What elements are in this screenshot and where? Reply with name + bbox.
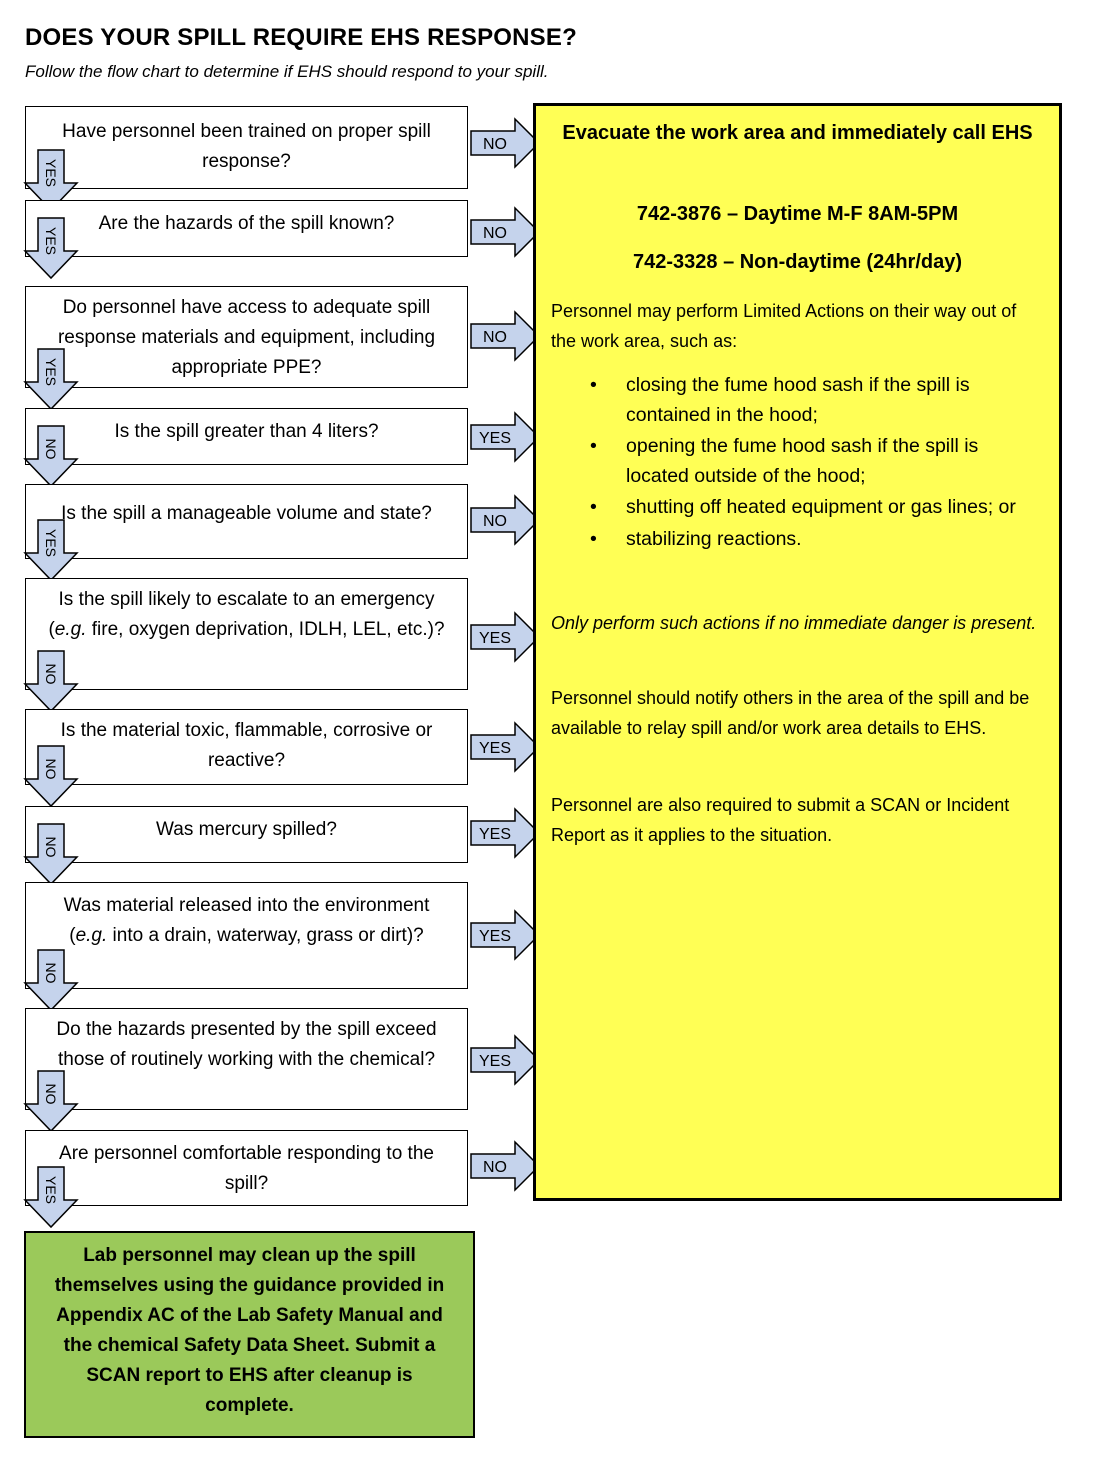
- down-arrow-label: NO: [43, 663, 59, 685]
- right-arrow-icon: [470, 722, 542, 772]
- down-arrow-icon: [24, 519, 78, 581]
- right-arrow-icon: [470, 495, 542, 545]
- right-arrow-label: YES: [478, 740, 512, 757]
- question-text: Is the spill greater than 4 liters?: [114, 421, 379, 442]
- right-arrow-icon: [470, 1035, 542, 1085]
- question-text: Are personnel comfortable responding to the spill?: [59, 1143, 434, 1194]
- question-box: [25, 286, 468, 388]
- right-arrow-label: NO: [483, 225, 507, 242]
- down-arrow-label: YES: [43, 158, 59, 188]
- list-item: • closing the fume hood sash if the spill is contained in the hood;: [556, 371, 1046, 430]
- ehs-heading: Evacuate the work area and immediately call EHS: [562, 122, 1033, 144]
- right-arrow-icon: [470, 1141, 542, 1191]
- down-arrow-label: NO: [43, 962, 59, 984]
- question-text: Was mercury spilled?: [156, 819, 337, 840]
- right-arrow-label: YES: [478, 826, 512, 843]
- right-arrow-label: YES: [478, 630, 512, 647]
- list-item: • stabilizing reactions.: [556, 525, 1046, 555]
- down-arrow-icon: [24, 823, 78, 885]
- question-text: Was material released into the environment (e.g. into a drain, waterway, grass or dirt)?: [63, 895, 430, 946]
- down-arrow-label: NO: [43, 1083, 59, 1105]
- question-text: Do personnel have access to adequate spill response materials and equipment, including appropriate PPE?: [57, 297, 436, 378]
- right-arrow-label: YES: [478, 928, 512, 945]
- down-arrow-icon: [24, 949, 78, 1011]
- question-box: [25, 484, 468, 559]
- question-text: Is the material toxic, flammable, corrosive or reactive?: [60, 720, 433, 771]
- right-arrow-label: YES: [478, 1053, 512, 1070]
- question-box: [25, 408, 468, 465]
- ehs-phone-non-daytime: 742-3328 – Non-daytime (24hr/day): [632, 251, 963, 273]
- right-arrow-label: YES: [478, 430, 512, 447]
- question-text: Is the spill likely to escalate to an emergency (e.g. fire, oxygen deprivation, IDLH, LEL, etc.)?: [48, 589, 445, 640]
- right-arrow-icon: [470, 910, 542, 960]
- right-arrow-label: NO: [483, 1159, 507, 1176]
- list-item: • shutting off heated equipment or gas lines; or: [556, 493, 1046, 523]
- right-arrow-label: NO: [483, 513, 507, 530]
- page-title: DOES YOUR SPILL REQUIRE EHS RESPONSE?: [25, 24, 577, 51]
- right-arrow-label: NO: [483, 329, 507, 346]
- question-text: Do the hazards presented by the spill exceed those of routinely working with the chemical?: [56, 1019, 437, 1070]
- limited-actions-list: [556, 371, 1046, 556]
- down-arrow-label: YES: [43, 226, 59, 256]
- right-arrow-icon: [470, 808, 542, 858]
- question-text: Is the spill a manageable volume and state?: [61, 503, 432, 524]
- self-cleanup-box: Lab personnel may clean up the spill themselves using the guidance provided in Appendix AC of the Lab Safety Manual and the chemical Safety Data Sheet. Submit a SCAN report to EHS after cleanup is complete.: [24, 1231, 475, 1438]
- down-arrow-label: NO: [43, 758, 59, 780]
- bullet-icon: •: [590, 527, 597, 550]
- down-arrow-icon: [24, 217, 78, 279]
- down-arrow-icon: [24, 1166, 78, 1228]
- down-arrow-label: YES: [43, 357, 59, 387]
- question-box: [25, 106, 468, 189]
- list-item: • opening the fume hood sash if the spill is located outside of the hood;: [556, 432, 1046, 491]
- question-box: [25, 1008, 468, 1110]
- down-arrow-label: YES: [43, 1175, 59, 1205]
- right-arrow-icon: [470, 311, 542, 361]
- right-arrow-icon: [470, 207, 542, 257]
- down-arrow-label: NO: [43, 836, 59, 858]
- question-box: [25, 806, 468, 863]
- down-arrow-icon: [24, 425, 78, 487]
- report-text: Personnel are also required to submit a SCAN or Incident Report as it applies to the situation.: [551, 795, 1010, 845]
- question-text: Have personnel been trained on proper spill response?: [62, 121, 431, 172]
- bullet-icon: •: [590, 435, 597, 457]
- down-arrow-icon: [24, 745, 78, 807]
- notify-text: Personnel should notify others in the area of the spill and be available to relay spill and/or work area details to EHS.: [551, 688, 1030, 738]
- right-arrow-label: NO: [483, 136, 507, 153]
- page-subtitle: Follow the flow chart to determine if EHS should respond to your spill.: [25, 62, 549, 81]
- warning-text: Only perform such actions if no immediate danger is present.: [551, 613, 1037, 633]
- bullet-icon: •: [590, 374, 597, 396]
- ehs-response-box: [533, 103, 1062, 1201]
- question-box: [25, 1130, 468, 1206]
- down-arrow-icon: [24, 650, 78, 712]
- right-arrow-icon: [470, 118, 542, 168]
- bullet-icon: •: [590, 496, 597, 518]
- down-arrow-icon: [24, 1070, 78, 1132]
- question-box: [25, 709, 468, 785]
- limited-actions-text: Personnel may perform Limited Actions on their way out of the work area, such as:: [551, 301, 1017, 351]
- down-arrow-label: YES: [43, 528, 59, 558]
- right-arrow-icon: [470, 412, 542, 462]
- question-box: [25, 578, 468, 690]
- question-box: [25, 200, 468, 257]
- right-arrow-icon: [470, 612, 542, 662]
- down-arrow-icon: [24, 348, 78, 410]
- down-arrow-label: NO: [43, 438, 59, 460]
- ehs-phone-daytime: 742-3876 – Daytime M-F 8AM-5PM: [636, 203, 959, 225]
- question-text: Are the hazards of the spill known?: [98, 213, 395, 234]
- question-box: [25, 882, 468, 989]
